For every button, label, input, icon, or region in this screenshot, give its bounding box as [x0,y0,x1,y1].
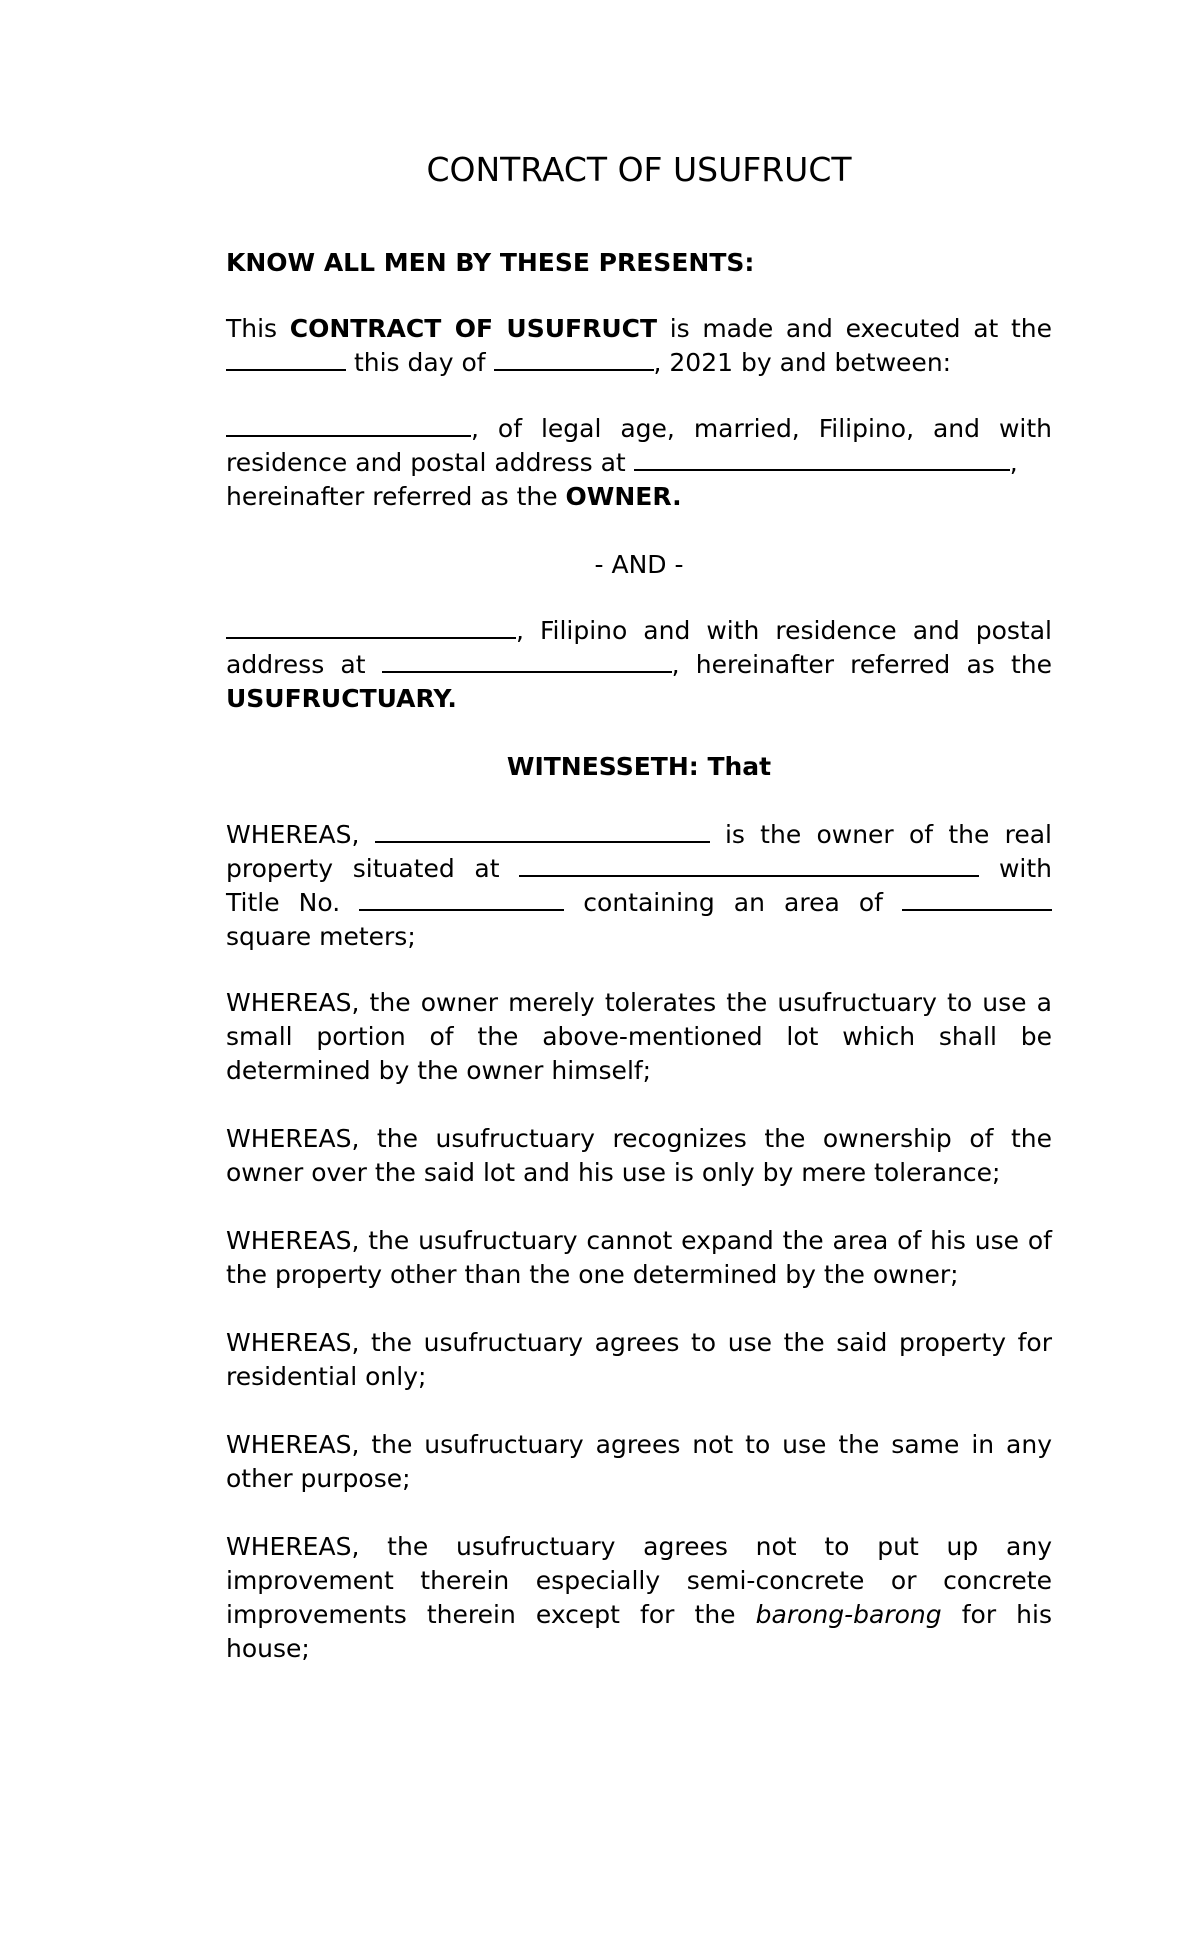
whereas1-line-2: property situated at with [226,854,1052,883]
whereas-clause-7: WHEREAS, the usufructuary agrees not to put up any improvement therein especially semi-concrete or concrete improvements therein except for the barong-barong for his house; [226,1532,1052,1663]
owner-line-3: hereinafter referred as the OWNER. [226,482,682,511]
area-blank [902,887,1052,911]
whereas-clause-6: WHEREAS, the usufructuary agrees not to use the same in any other purpose; [226,1430,1052,1493]
opening-paragraph [226,312,1052,380]
whereas1-line-1: WHEREAS, is the owner of the real [226,820,1052,849]
usufructuary-label: USUFRUCTUARY. [226,684,457,713]
whereas1-line-4: square meters; [226,922,416,951]
usufructuary-address-blank [382,649,672,673]
owner-line-1: , of legal age, married, Filipino, and with [226,412,1052,446]
usufructuary-name-blank [226,615,516,639]
whereas-clause-2: WHEREAS, the owner merely tolerates the usufructuary to use a small portion of the above-mentioned lot which shall be determined by the owner himself; [226,988,1052,1085]
whereas-clause-3: WHEREAS, the usufructuary recognizes the ownership of the owner over the said lot and his use is only by mere tolerance; [226,1124,1052,1187]
owner-name-blank [226,413,471,437]
whereas-clause-5: WHEREAS, the usufructuary agrees to use the said property for residential only; [226,1328,1052,1391]
date-blank [494,347,654,371]
owner-name-blank-2 [375,819,710,843]
contract-name-bold: CONTRACT OF USUFRUCT [289,314,658,343]
usufructuary-line-2: address at , hereinafter referred as the [226,650,1052,679]
whereas1-line-3: Title No. containing an area of [226,886,1052,920]
opening-line-1: This CONTRACT OF USUFRUCT is made and executed at the [226,314,1052,343]
intro-heading: KNOW ALL MEN BY THESE PRESENTS: [226,248,755,277]
owner-label: OWNER. [565,482,682,511]
owner-paragraph [226,412,1052,514]
place-blank [226,347,346,371]
usufructuary-paragraph [226,614,1052,716]
title-number-blank [359,887,564,911]
usufructuary-line-3 [226,682,1052,716]
owner-line-2: residence and postal address at , [226,448,1018,477]
document-title: CONTRACT OF USUFRUCT [426,150,852,189]
barong-barong-italic: barong-barong [755,1600,942,1629]
owner-address-blank [634,447,1010,471]
whereas-clause-4: WHEREAS, the usufructuary cannot expand the area of his use of the property other than the one determined by the owner; [226,1226,1052,1289]
whereas-clause-1 [226,818,1052,954]
witnesseth-heading: WITNESSETH: That [506,752,772,781]
opening-line-2: this day of , 2021 by and between: [226,346,1052,380]
and-separator: - AND - [594,550,684,579]
usufructuary-line-1: , Filipino and with residence and postal [226,614,1052,648]
property-location-blank [519,853,979,877]
